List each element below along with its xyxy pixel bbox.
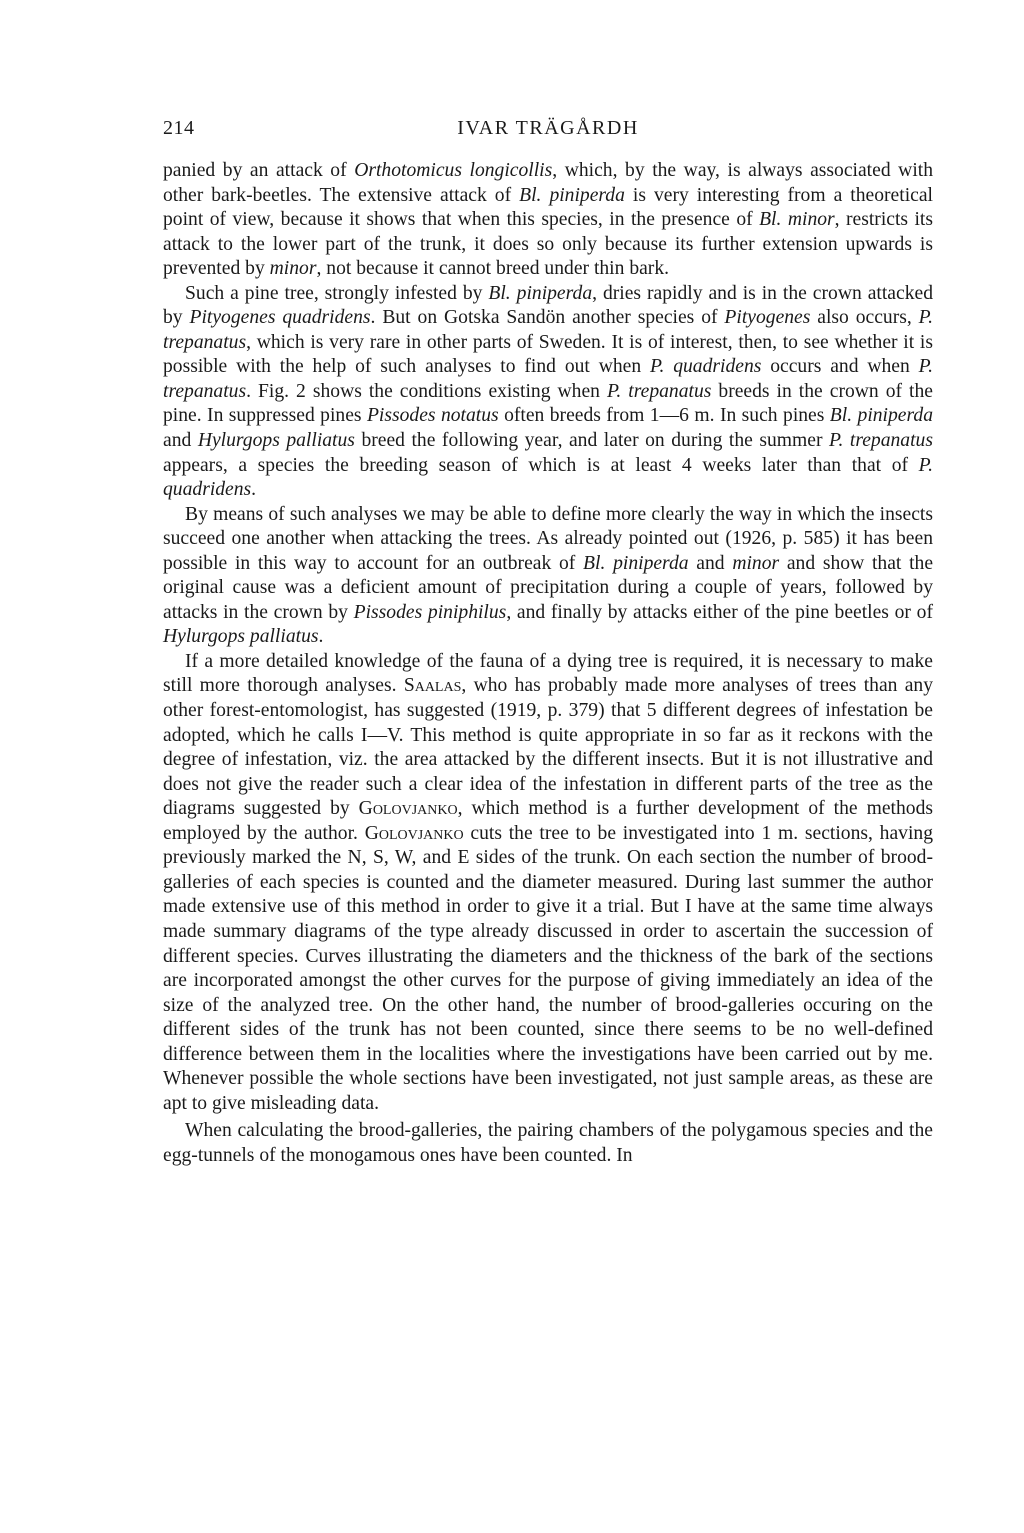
species-name: Orthotomicus longicollis [354,160,553,181]
text-run: , which is very rare in other parts of Sweden. It is of interest, then, to see whether it is possible with the help of such analyses to find out when [163,331,933,378]
author-name: Golovjanko [364,822,464,844]
text-run: When calculating the brood-galleries, the pairing chambers of the polygamous species and the egg-tunnels of the monogamous ones have been counted. In [163,1120,933,1166]
text-run: , who has probably made more analyses of trees than any other forest-entomologist, has suggested (1919, p. 379) that 5 different degrees of infestation be adopted, which he calls I—V. This method is quite appropriate in so far as it reckons with the degree of infestation, viz. the area attacked by the different insects. But it is not illustrative and does not give the reader such a clear idea of the infestation in different parts of the tree as the diagrams suggested by [163,675,934,820]
text-run: , dries rapidly and is in the crown attacked by [163,282,933,329]
text-run: . Fig. 2 shows the conditions existing when [246,380,607,402]
species-name: Bl. piniperda [583,552,689,574]
text-run: also occurs, [810,307,919,329]
species-name: minor [732,552,780,574]
text-run: appears, a species the breeding season of which is at least 4 weeks later than that of [163,454,919,476]
text-run: often breeds from 1—6 m. In such pines [498,405,830,427]
species-name: Bl. piniperda [829,405,933,427]
text-run: breeds in the crown of the pine. In suppressed pines [163,380,933,427]
species-name: Pityogenes quadridens [189,307,371,329]
species-name: P. trepanatus [606,380,712,402]
body-text [163,159,933,1168]
text-run: and [163,430,198,452]
species-name: minor [269,258,317,280]
species-name: Pissodes notatus [366,405,499,427]
paragraph-2 [163,282,933,503]
text-run: , which, by the way, is always associated with other bark-beetles. The extensive attack of [163,160,933,206]
text-run: cuts the tree to be investigated into 1 m. sections, having previously marked the N, S, W, and E sides of the trunk. On each section the number of brood-galleries of each species is counted and the diameter measured. During last summer the author made extensive use of this method in order to give it a trial. But I have at the same time always made summary diagrams of the type already discussed in order to ascertain the succession of different species. Curves illustrating the diameters and the thickness of the bark of the sections are incorporated amongst the other curves for the purpose of giving immediately an idea of the size of the analyzed tree. On the other hand, the number of brood-galleries occuring on the different sides of the trunk has not been counted, since there seems to be no well-defined difference between them in the localities where the investigations have been carried out by me. Whenever possible the whole sections have been investigated, not just sample areas, as these are apt to give misleading data. [163,822,933,1114]
species-name: P. trepanatus [829,430,933,452]
paragraph-5 [163,1119,933,1168]
species-name: P. trepanatus [163,307,934,353]
running-title: IVAR TRÄGÅRDH [457,117,639,139]
text-run: occurs and when [761,356,919,378]
text-run: , restricts its attack to the lower part of the trunk, it does so only because its further extension upwards is prevented by [163,209,934,280]
paragraph-4 [163,650,933,1116]
species-name: Bl. piniperda [488,282,593,304]
text-run: and show that the original cause was a deficient amount of precipitation during a couple of years, followed by attacks in the crown by [163,552,934,623]
species-name: P. quadridens [163,454,933,501]
paragraph-1 [163,159,933,282]
author-name: Golovjanko [358,798,458,820]
species-name: Bl. piniperda [519,184,625,206]
text-run: and [688,552,733,574]
text-run: . [251,479,257,501]
text-run: Such a pine tree, strongly infested by [185,282,489,304]
text-run: . [318,626,324,648]
species-name: Bl. minor [759,209,835,231]
species-name: Pityogenes [724,307,811,329]
species-name: P. quadridens [650,356,762,378]
text-run: . But on Gotska Sandön another species of [370,307,725,329]
text-run: , and finally by attacks either of the pine beetles or of [506,601,933,623]
species-name: Hylurgops palliatus [197,430,355,452]
text-run: , which method is a further development of the methods employed by the author. [163,798,934,844]
text-run: , not because it cannot breed under thin bark. [316,258,670,280]
species-name: Pissodes piniphilus [353,601,507,623]
text-run: panied by an attack of [163,160,355,181]
text-run: If a more detailed knowledge of the fauna of a dying tree is required, it is necessary to make still more thorough analyses. [163,650,933,697]
text-run: is very interesting from a theoretical point of view, because it shows that when this species, in the presence of [163,184,933,231]
species-name: Hylurgops palliatus [163,626,319,648]
author-name: Saalas [403,675,462,697]
running-head [163,117,933,147]
text-run: By means of such analyses we may be able to define more clearly the way in which the insects succeed one another when attacking the trees. As already pointed out (1926, p. 585) it has been possible in this way to account for an outbreak of [163,503,933,574]
paragraph-3 [163,503,933,650]
text-run: breed the following year, and later on during the summer [354,430,830,452]
species-name: P. trepanatus [163,356,933,402]
page-number: 214 [163,117,195,139]
